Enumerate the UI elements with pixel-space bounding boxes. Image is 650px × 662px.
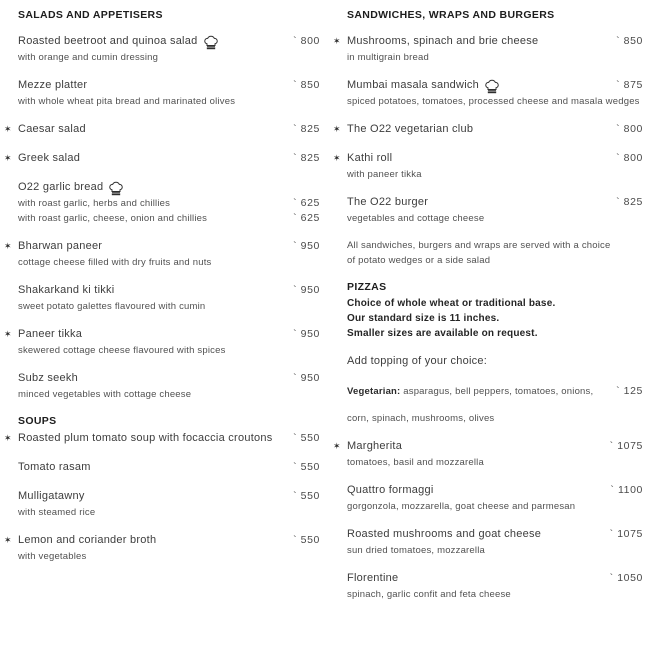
- topping-category-label: Vegetarian:: [347, 386, 401, 397]
- menu-item: [18, 370, 320, 402]
- dish-description-line: [18, 387, 320, 402]
- item-price: ` 800: [616, 152, 643, 164]
- dish-description: sweet potato galettes flavoured with cumin: [18, 301, 206, 312]
- dish-name: The O22 vegetarian club: [347, 123, 474, 135]
- section-title: SANDWICHES, WRAPS AND BURGERS: [347, 9, 555, 21]
- dish-name-group: [347, 194, 608, 211]
- dish-line: [4, 121, 320, 138]
- chef-special-star-icon: ✶: [333, 153, 341, 163]
- menu-item: [347, 194, 643, 226]
- dish-description-line: [18, 549, 320, 564]
- menu-item: [18, 282, 320, 314]
- menu-item: [333, 121, 643, 138]
- dish-description: sun dried tomatoes, mozzarella: [347, 545, 486, 556]
- dish-name-group: [18, 370, 285, 387]
- dish-line: [333, 121, 643, 138]
- dish-description: gorgonzola, mozzarella, goat cheese and parmesan: [347, 501, 576, 512]
- dish-line: [4, 150, 320, 167]
- dish-description: spiced potatoes, tomatoes, processed cheese and masala wedges: [347, 96, 640, 107]
- dish-name: The O22 burger: [347, 196, 429, 208]
- item-price: ` 875: [616, 79, 643, 91]
- dish-name-group: [18, 150, 285, 167]
- dish-line: [4, 430, 320, 447]
- topping-text: Vegetarian: asparagus, bell peppers, tomatoes, onions,: [347, 386, 594, 397]
- menu-item: [4, 326, 320, 358]
- menu-item: [347, 482, 643, 514]
- dish-line: [347, 77, 643, 94]
- menu-column-left: [4, 8, 320, 614]
- dish-line: [18, 459, 320, 476]
- dish-name: Roasted plum tomato soup with focaccia croutons: [18, 432, 273, 444]
- item-price: ` 825: [293, 152, 320, 164]
- chef-special-star-icon: ✶: [4, 241, 12, 251]
- dish-description-line: [18, 196, 320, 211]
- dish-description: with roast garlic, herbs and chillies: [18, 198, 171, 209]
- pizza-topping-option: [347, 384, 643, 426]
- dish-name: Florentine: [347, 572, 399, 584]
- dish-name-group: [18, 121, 285, 138]
- chef-special-star-icon: ✶: [4, 433, 12, 443]
- item-price: ` 1075: [609, 440, 643, 452]
- dish-name: Margherita: [347, 440, 403, 452]
- chef-hat-icon: [108, 181, 124, 196]
- dish-name-group: [18, 238, 285, 255]
- dish-name-group: [18, 459, 285, 476]
- section-intro: [347, 296, 643, 341]
- dish-name-group: [18, 488, 285, 505]
- dish-description: skewered cottage cheese flavoured with spices: [18, 345, 226, 356]
- dish-name: Roasted beetroot and quinoa salad: [18, 35, 198, 47]
- dish-line: [333, 33, 643, 50]
- dish-line: [18, 33, 320, 50]
- dish-line: [18, 370, 320, 387]
- menu-text-line: Add topping of your choice:: [347, 355, 488, 367]
- item-price: ` 850: [293, 79, 320, 91]
- item-price: ` 625: [293, 197, 320, 209]
- section-title: PIZZAS: [347, 281, 387, 293]
- dish-description-line: [347, 543, 643, 558]
- dish-description-line: [347, 499, 643, 514]
- dish-line: [347, 570, 643, 587]
- dish-description: minced vegetables with cottage cheese: [18, 389, 192, 400]
- dish-description-line: [18, 299, 320, 314]
- dish-name-group: [347, 77, 608, 94]
- dish-name: Greek salad: [18, 152, 81, 164]
- dish-line: [4, 326, 320, 343]
- section-title: SOUPS: [18, 415, 57, 427]
- item-price: ` 800: [293, 35, 320, 47]
- menu-note: All sandwiches, burgers and wraps are served with a choice of potato wedges or a side salad: [347, 240, 611, 266]
- item-price: ` 625: [293, 212, 320, 224]
- dish-description: tomatoes, basil and mozzarella: [347, 457, 484, 468]
- menu-item: [18, 33, 320, 65]
- menu-item: [347, 77, 643, 109]
- menu-section: [4, 8, 320, 402]
- menu-item: [4, 121, 320, 138]
- menu-item: [4, 532, 320, 564]
- item-price: ` 1075: [609, 528, 643, 540]
- dish-description: in multigrain bread: [347, 52, 429, 63]
- menu-item: [4, 430, 320, 447]
- dish-line: [18, 179, 320, 196]
- dish-description: with paneer tikka: [347, 169, 422, 180]
- menu-item: [347, 570, 643, 602]
- chef-hat-icon: [203, 35, 219, 50]
- menu-section: [333, 8, 643, 268]
- dish-description-line: [347, 587, 643, 602]
- item-price: ` 1100: [610, 484, 643, 496]
- dish-description-line: [347, 167, 643, 182]
- menu-item: [18, 488, 320, 520]
- section-intro-line: Our standard size is 11 inches.: [347, 313, 500, 324]
- dish-description: cottage cheese filled with dry fruits and nuts: [18, 257, 212, 268]
- dish-name: Bharwan paneer: [18, 240, 103, 252]
- dish-name: Quattro formaggi: [347, 484, 434, 496]
- chef-special-star-icon: ✶: [333, 36, 341, 46]
- topping-continuation-text: corn, spinach, mushrooms, olives: [347, 413, 495, 424]
- dish-name: Mumbai masala sandwich: [347, 79, 480, 91]
- dish-name: Kathi roll: [347, 152, 393, 164]
- item-price: ` 825: [293, 123, 320, 135]
- dish-description: with vegetables: [18, 551, 87, 562]
- chef-special-star-icon: ✶: [4, 535, 12, 545]
- dish-description-line: [18, 94, 320, 109]
- chef-special-star-icon: ✶: [4, 124, 12, 134]
- chef-special-star-icon: ✶: [4, 153, 12, 163]
- dish-description-line: [347, 211, 643, 226]
- item-price: ` 950: [293, 284, 320, 296]
- dish-name-group: [18, 33, 285, 50]
- dish-name: Lemon and coriander broth: [18, 534, 157, 546]
- dish-description: vegetables and cottage cheese: [347, 213, 485, 224]
- dish-name: O22 garlic bread: [18, 181, 104, 193]
- item-price: ` 550: [293, 490, 320, 502]
- dish-name: Paneer tikka: [18, 328, 83, 340]
- dish-name: Subz seekh: [18, 372, 78, 384]
- dish-name-group: [18, 430, 285, 447]
- dish-description: with steamed rice: [18, 507, 96, 518]
- dish-line: [18, 282, 320, 299]
- dish-description-line: [347, 50, 643, 65]
- dish-line: [18, 488, 320, 505]
- dish-line: [347, 194, 643, 211]
- menu-section: [4, 414, 320, 564]
- dish-name: Mulligatawny: [18, 490, 85, 502]
- item-price: ` 550: [293, 461, 320, 473]
- item-price: ` 800: [616, 123, 643, 135]
- menu-item: [18, 459, 320, 476]
- dish-line: [347, 526, 643, 543]
- menu-item: [18, 77, 320, 109]
- dish-name-group: [347, 526, 602, 543]
- dish-line: [333, 150, 643, 167]
- dish-description-line: [347, 94, 643, 109]
- item-price: ` 1050: [609, 572, 643, 584]
- dish-name: Shakarkand ki tikki: [18, 284, 115, 296]
- menu-item: [4, 150, 320, 167]
- dish-description-line: [18, 211, 320, 226]
- topping-continuation-line: [347, 411, 643, 426]
- dish-description-line: [347, 455, 643, 470]
- dish-name: Caesar salad: [18, 123, 86, 135]
- chef-special-star-icon: ✶: [4, 329, 12, 339]
- dish-description: with whole wheat pita bread and marinated olives: [18, 96, 236, 107]
- dish-name-group: [18, 532, 285, 549]
- menu-item: [333, 438, 643, 470]
- item-price: ` 550: [293, 534, 320, 546]
- chef-special-star-icon: ✶: [333, 441, 341, 451]
- dish-line: [18, 77, 320, 94]
- dish-name-group: [18, 77, 285, 94]
- dish-description-line: [18, 505, 320, 520]
- dish-name-group: [18, 282, 285, 299]
- dish-name-group: [347, 33, 608, 50]
- menu-item: [333, 33, 643, 65]
- menu-column-right: [333, 8, 643, 614]
- chef-special-star-icon: ✶: [333, 124, 341, 134]
- dish-name: Tomato rasam: [18, 461, 91, 473]
- section-title: SALADS AND APPETISERS: [18, 9, 163, 21]
- dish-name-group: [18, 326, 285, 343]
- item-price: ` 550: [293, 432, 320, 444]
- dish-name-group: [347, 150, 608, 167]
- dish-line: [4, 532, 320, 549]
- section-intro-line: Smaller sizes are available on request.: [347, 328, 538, 339]
- dish-name: Mezze platter: [18, 79, 88, 91]
- item-price: ` 125: [616, 385, 643, 397]
- item-price: ` 825: [616, 196, 643, 208]
- dish-description: with roast garlic, cheese, onion and chillies: [18, 213, 208, 224]
- item-price: ` 950: [293, 372, 320, 384]
- dish-description-line: [18, 343, 320, 358]
- dish-description-line: [18, 255, 320, 270]
- dish-name-group: [18, 179, 320, 196]
- item-price: ` 950: [293, 328, 320, 340]
- dish-line: [4, 238, 320, 255]
- menu-item: [4, 238, 320, 270]
- menu-section: [333, 280, 643, 602]
- dish-line: [333, 438, 643, 455]
- menu-item: [347, 526, 643, 558]
- item-price: ` 850: [616, 35, 643, 47]
- section-intro-line: Choice of whole wheat or traditional base.: [347, 298, 556, 309]
- menu-item: [18, 179, 320, 226]
- dish-description: with orange and cumin dressing: [18, 52, 159, 63]
- menu-item: [333, 150, 643, 182]
- dish-description: spinach, garlic confit and feta cheese: [347, 589, 511, 600]
- dish-name: Roasted mushrooms and goat cheese: [347, 528, 542, 540]
- dish-name-group: [347, 482, 602, 499]
- dish-name-group: [347, 570, 602, 587]
- dish-description-line: [18, 50, 320, 65]
- chef-hat-icon: [484, 79, 500, 94]
- dish-name-group: [347, 121, 608, 138]
- item-price: ` 950: [293, 240, 320, 252]
- dish-name-group: [347, 438, 602, 455]
- dish-name: Mushrooms, spinach and brie cheese: [347, 35, 539, 47]
- topping-line: [347, 384, 643, 399]
- dish-line: [347, 482, 643, 499]
